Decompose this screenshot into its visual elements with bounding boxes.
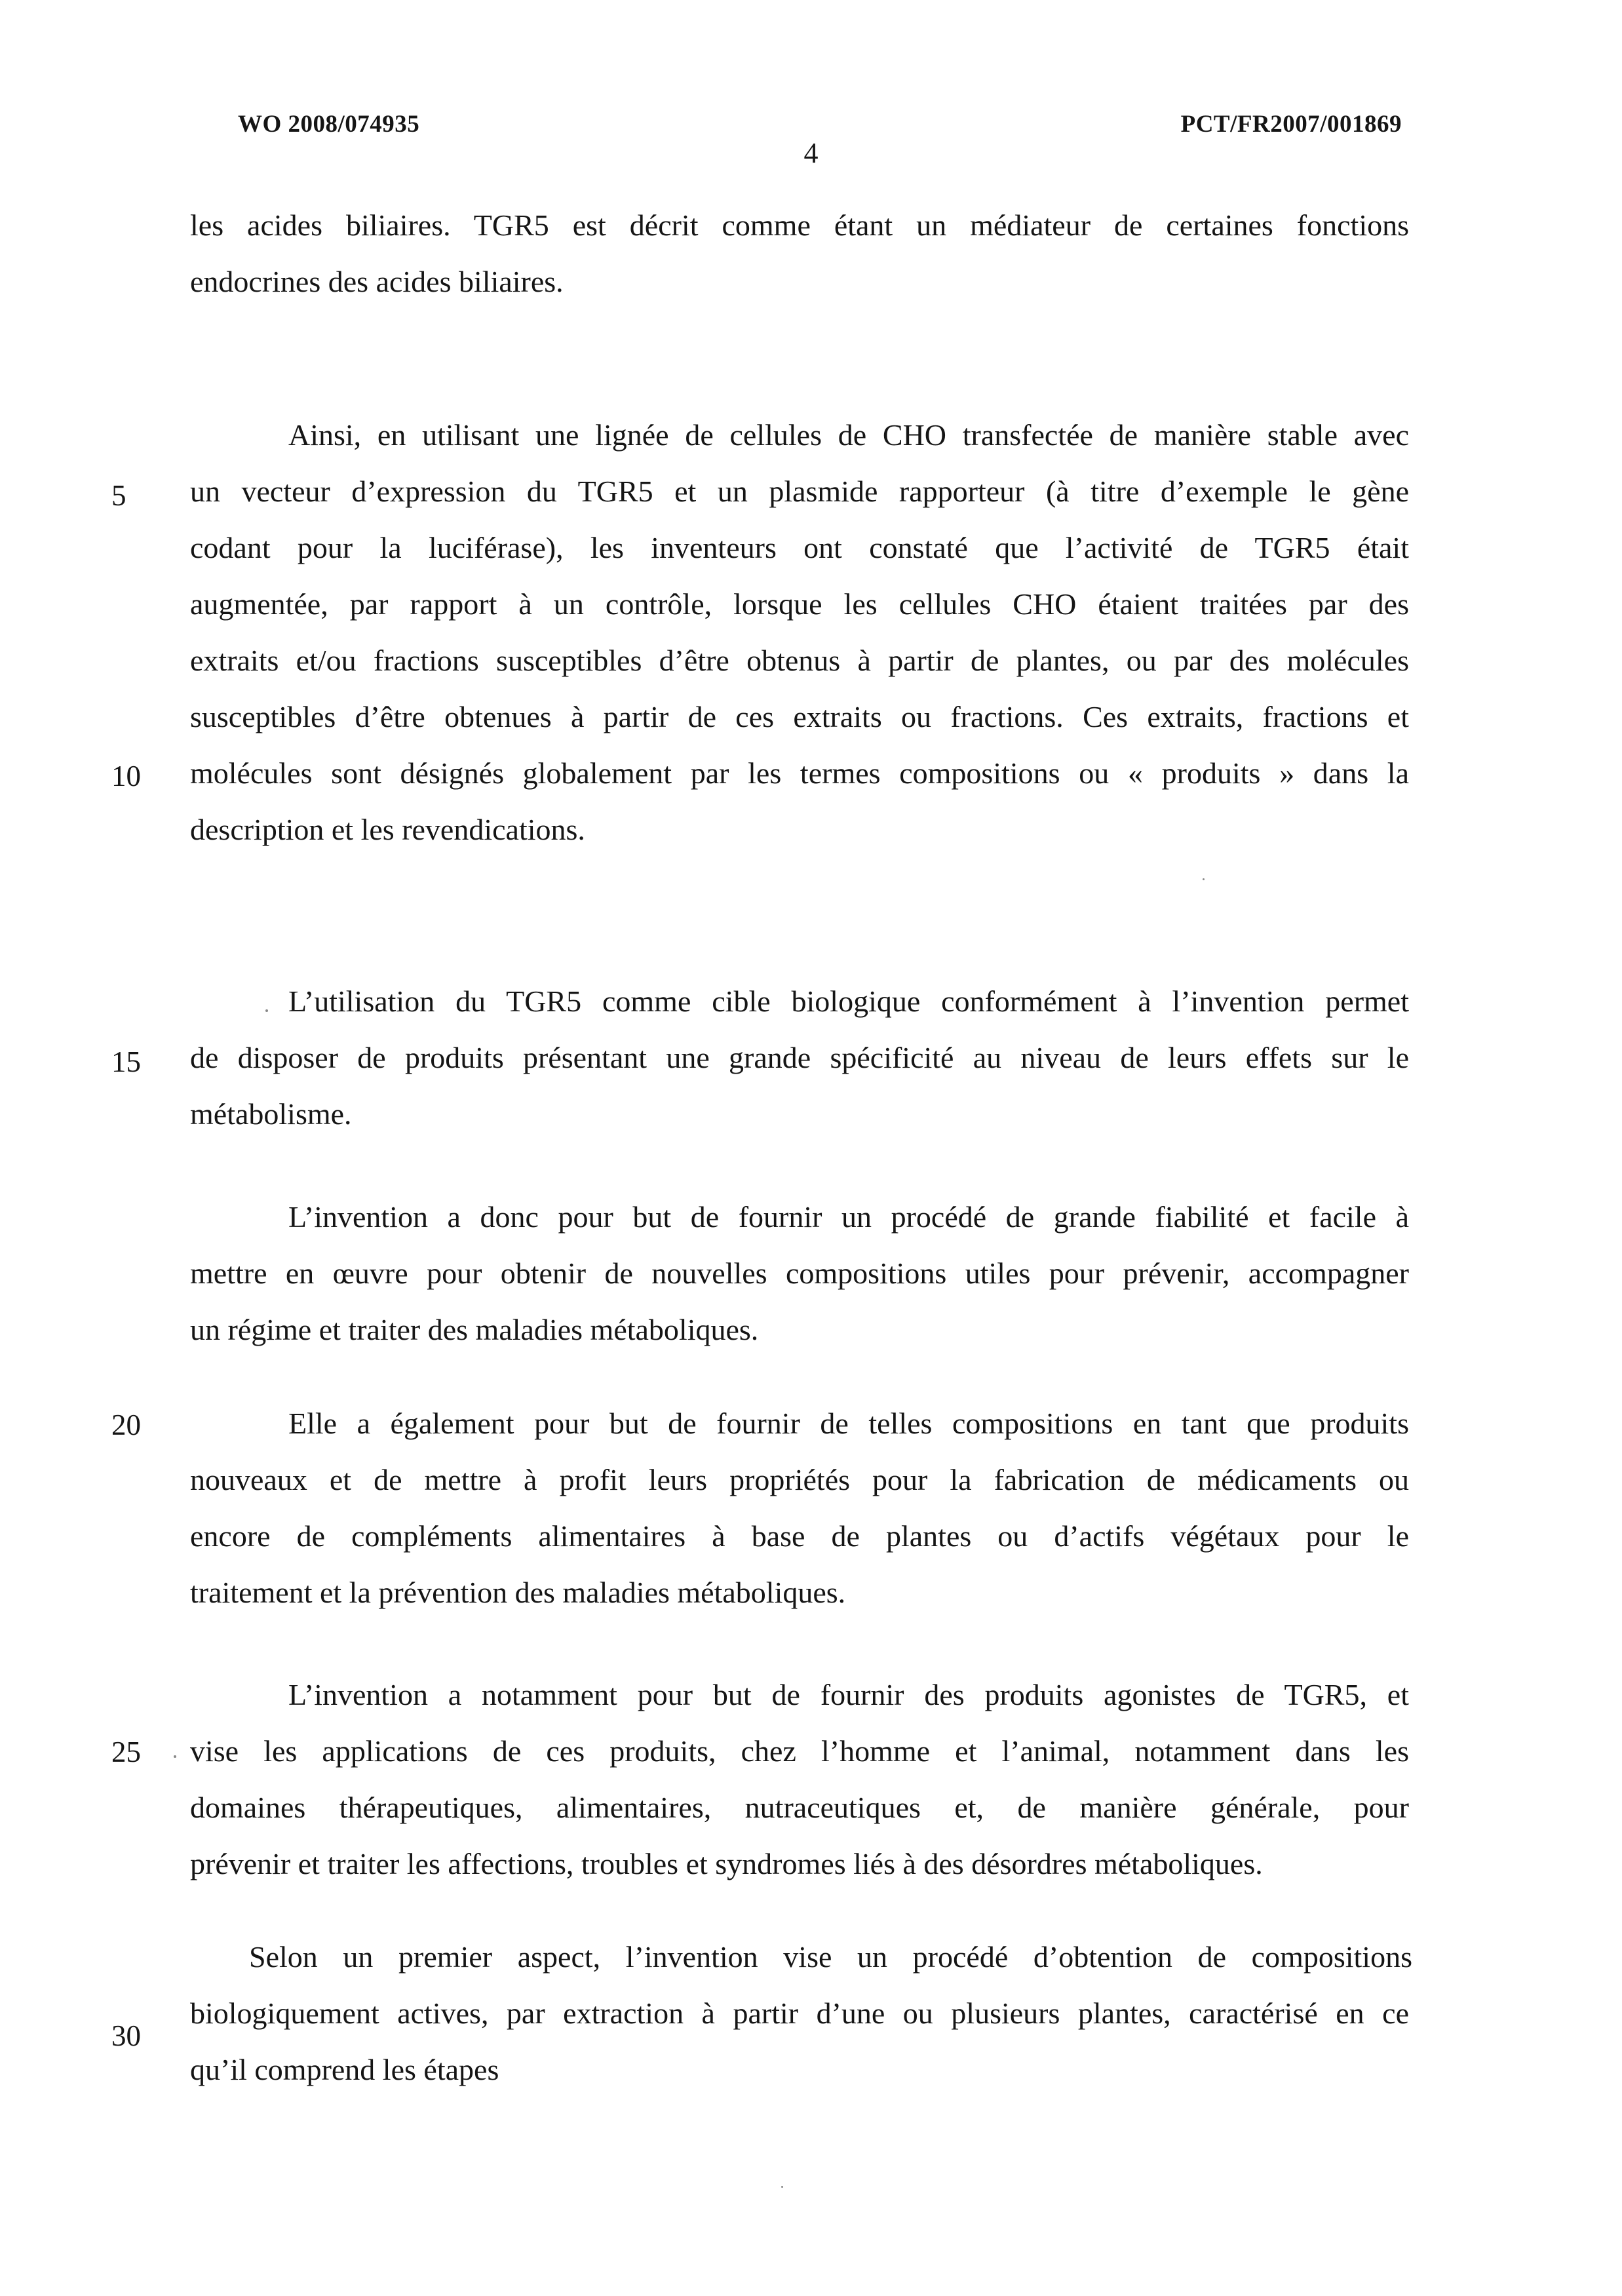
publication-number: WO 2008/074935 xyxy=(238,111,420,138)
line-number: 10 xyxy=(111,760,141,792)
page-number: 4 xyxy=(803,137,819,169)
text-line: vise les applications de ces produits, chez l’homme et l’animal, notamment dans les xyxy=(190,1734,1409,1768)
text-line: Ainsi, en utilisant une lignée de cellules de CHO transfectée de manière stable avec xyxy=(288,418,1409,452)
text-line: qu’il comprend les étapes xyxy=(190,2053,499,2086)
text-line: L’invention a donc pour but de fournir un procédé de grande fiabilité et facile à xyxy=(288,1200,1409,1234)
text-line: codant pour la luciférase), les inventeurs ont constaté que l’activité de TGR5 était xyxy=(190,531,1409,564)
scan-speck xyxy=(1203,878,1205,880)
scan-speck xyxy=(781,2186,783,2188)
line-number: 20 xyxy=(111,1409,141,1441)
text-line: encore de compléments alimentaires à base de plantes ou d’actifs végétaux pour le xyxy=(190,1519,1409,1553)
text-line: un vecteur d’expression du TGR5 et un plasmide rapporteur (à titre d’exemple le gène xyxy=(190,475,1409,508)
scan-speck xyxy=(265,1009,268,1012)
text-line: biologiquement actives, par extraction à partir d’une ou plusieurs plantes, caractérisé en ce xyxy=(190,1996,1409,2030)
text-line: prévenir et traiter les affections, troubles et syndromes liés à des désordres métaboliques. xyxy=(190,1847,1263,1880)
scan-speck xyxy=(174,1755,176,1758)
text-line: susceptibles d’être obtenues à partir de ces extraits ou fractions. Ces extraits, fractions et xyxy=(190,700,1409,733)
text-line: traitement et la prévention des maladies métaboliques. xyxy=(190,1576,846,1609)
text-line: Selon un premier aspect, l’invention vise un procédé d’obtention de compositions xyxy=(249,1940,1412,1974)
text-line: métabolisme. xyxy=(190,1097,352,1131)
text-line: L’utilisation du TGR5 comme cible biologique conformément à l’invention permet xyxy=(288,984,1409,1018)
text-line: endocrines des acides biliaires. xyxy=(190,265,564,298)
text-line: de disposer de produits présentant une grande spécificité au niveau de leurs effets sur le xyxy=(190,1041,1409,1074)
text-line: un régime et traiter des maladies métaboliques. xyxy=(190,1313,759,1346)
text-line: domaines thérapeutiques, alimentaires, nutraceutiques et, de manière générale, pour xyxy=(190,1791,1409,1824)
text-line: molécules sont désignés globalement par les termes compositions ou « produits » dans la xyxy=(190,756,1409,790)
line-number: 25 xyxy=(111,1736,141,1768)
application-number: PCT/FR2007/001869 xyxy=(1180,111,1402,138)
text-line: mettre en œuvre pour obtenir de nouvelles compositions utiles pour prévenir, accompagner xyxy=(190,1256,1409,1290)
text-line: les acides biliaires. TGR5 est décrit comme étant un médiateur de certaines fonctions xyxy=(190,208,1409,242)
line-number: 15 xyxy=(111,1045,141,1078)
line-number: 5 xyxy=(111,479,126,512)
text-line: extraits et/ou fractions susceptibles d’être obtenus à partir de plantes, ou par des molécules xyxy=(190,644,1409,677)
text-line: Elle a également pour but de fournir de telles compositions en tant que produits xyxy=(288,1407,1409,1440)
text-line: nouveaux et de mettre à profit leurs propriétés pour la fabrication de médicaments ou xyxy=(190,1463,1409,1496)
line-number: 30 xyxy=(111,2019,141,2052)
text-line: L’invention a notamment pour but de fournir des produits agonistes de TGR5, et xyxy=(288,1678,1409,1711)
text-line: description et les revendications. xyxy=(190,813,585,846)
text-line: augmentée, par rapport à un contrôle, lorsque les cellules CHO étaient traitées par des xyxy=(190,587,1409,621)
